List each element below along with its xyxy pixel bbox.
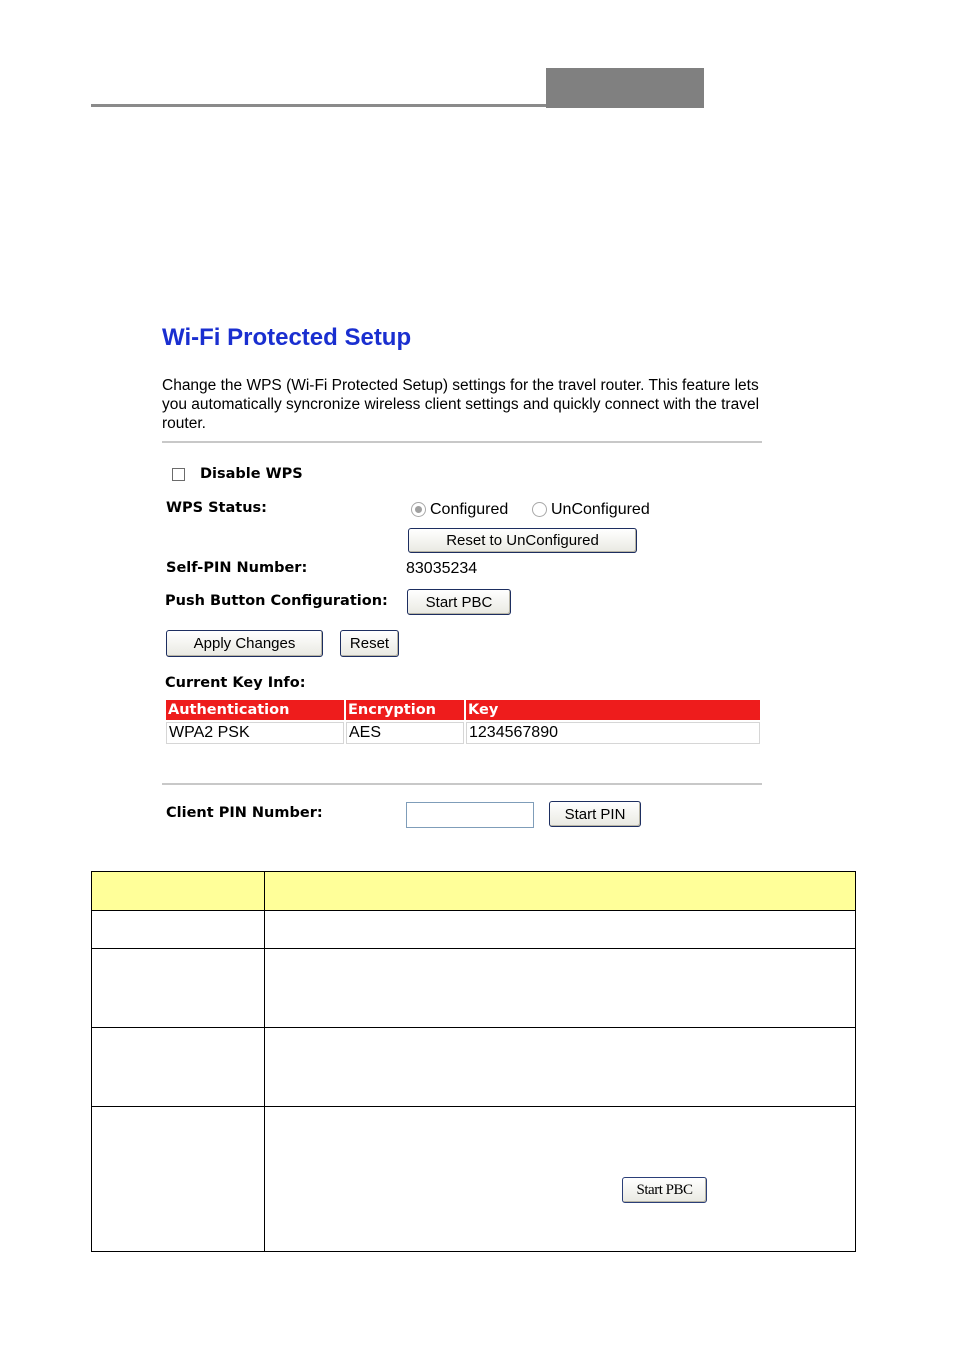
key-header-authentication: Authentication bbox=[166, 700, 344, 720]
page-description: Change the WPS (Wi-Fi Protected Setup) settings for the travel router. This feature lets you automatically syncronize wireless client settings and quickly connect with the travel router. bbox=[162, 377, 760, 432]
wps-status-unconfigured-label: UnConfigured bbox=[551, 501, 650, 518]
description-row-4-content bbox=[265, 1107, 855, 1251]
wps-status-configured-radio[interactable] bbox=[411, 502, 426, 517]
description-header-cell-2 bbox=[265, 872, 856, 911]
description-row-3-text-cell bbox=[265, 1028, 856, 1107]
apply-changes-button[interactable]: Apply Changes bbox=[166, 630, 323, 657]
description-header-cell-1 bbox=[92, 872, 265, 911]
header-tab-block bbox=[546, 68, 704, 108]
description-table-row bbox=[92, 949, 856, 1028]
key-header-key: Key bbox=[466, 700, 760, 720]
wps-status-label: WPS Status: bbox=[166, 500, 267, 516]
start-pin-button[interactable]: Start PIN bbox=[549, 801, 641, 827]
description-row-1-label-cell bbox=[92, 911, 265, 949]
divider-bottom bbox=[162, 783, 762, 785]
description-table-header-row bbox=[92, 872, 856, 911]
description-row-4-text-cell bbox=[265, 1107, 856, 1252]
wps-status-configured-label: Configured bbox=[430, 501, 509, 518]
client-pin-label: Client PIN Number: bbox=[166, 805, 323, 821]
description-row-3-label-cell bbox=[92, 1028, 265, 1107]
current-key-info-label: Current Key Info: bbox=[165, 675, 306, 691]
reset-button[interactable]: Reset bbox=[340, 630, 399, 657]
key-cell-key: 1234567890 bbox=[466, 722, 760, 744]
disable-wps-label: Disable WPS bbox=[200, 466, 303, 482]
self-pin-label: Self-PIN Number: bbox=[166, 560, 308, 576]
description-row-2-label-cell bbox=[92, 949, 265, 1028]
description-row-1-text-cell bbox=[265, 911, 856, 949]
header-rule bbox=[91, 104, 546, 107]
start-pbc-button[interactable]: Start PBC bbox=[407, 589, 511, 615]
current-key-table bbox=[164, 698, 762, 746]
reset-to-unconfigured-button[interactable]: Reset to UnConfigured bbox=[408, 528, 637, 553]
description-row-2-text-cell bbox=[265, 949, 856, 1028]
self-pin-value: 83035234 bbox=[406, 560, 478, 577]
client-pin-input[interactable] bbox=[406, 802, 534, 828]
key-table-row bbox=[166, 722, 760, 744]
description-table-row bbox=[92, 1107, 856, 1252]
description-table-row bbox=[92, 911, 856, 949]
key-cell-encryption: AES bbox=[346, 722, 464, 744]
key-table-header-row bbox=[166, 700, 760, 720]
push-button-config-label: Push Button Configuration: bbox=[165, 593, 388, 609]
description-table-row bbox=[92, 1028, 856, 1107]
page-title: Wi-Fi Protected Setup bbox=[162, 324, 412, 351]
description-table bbox=[91, 871, 856, 1252]
description-row-4-label-cell bbox=[92, 1107, 265, 1252]
key-cell-authentication: WPA2 PSK bbox=[166, 722, 344, 744]
key-header-encryption: Encryption bbox=[346, 700, 464, 720]
disable-wps-checkbox[interactable] bbox=[172, 468, 185, 481]
wps-status-unconfigured-radio[interactable] bbox=[532, 502, 547, 517]
inline-start-pbc-button[interactable]: Start PBC bbox=[622, 1177, 707, 1203]
divider-top bbox=[162, 441, 762, 443]
